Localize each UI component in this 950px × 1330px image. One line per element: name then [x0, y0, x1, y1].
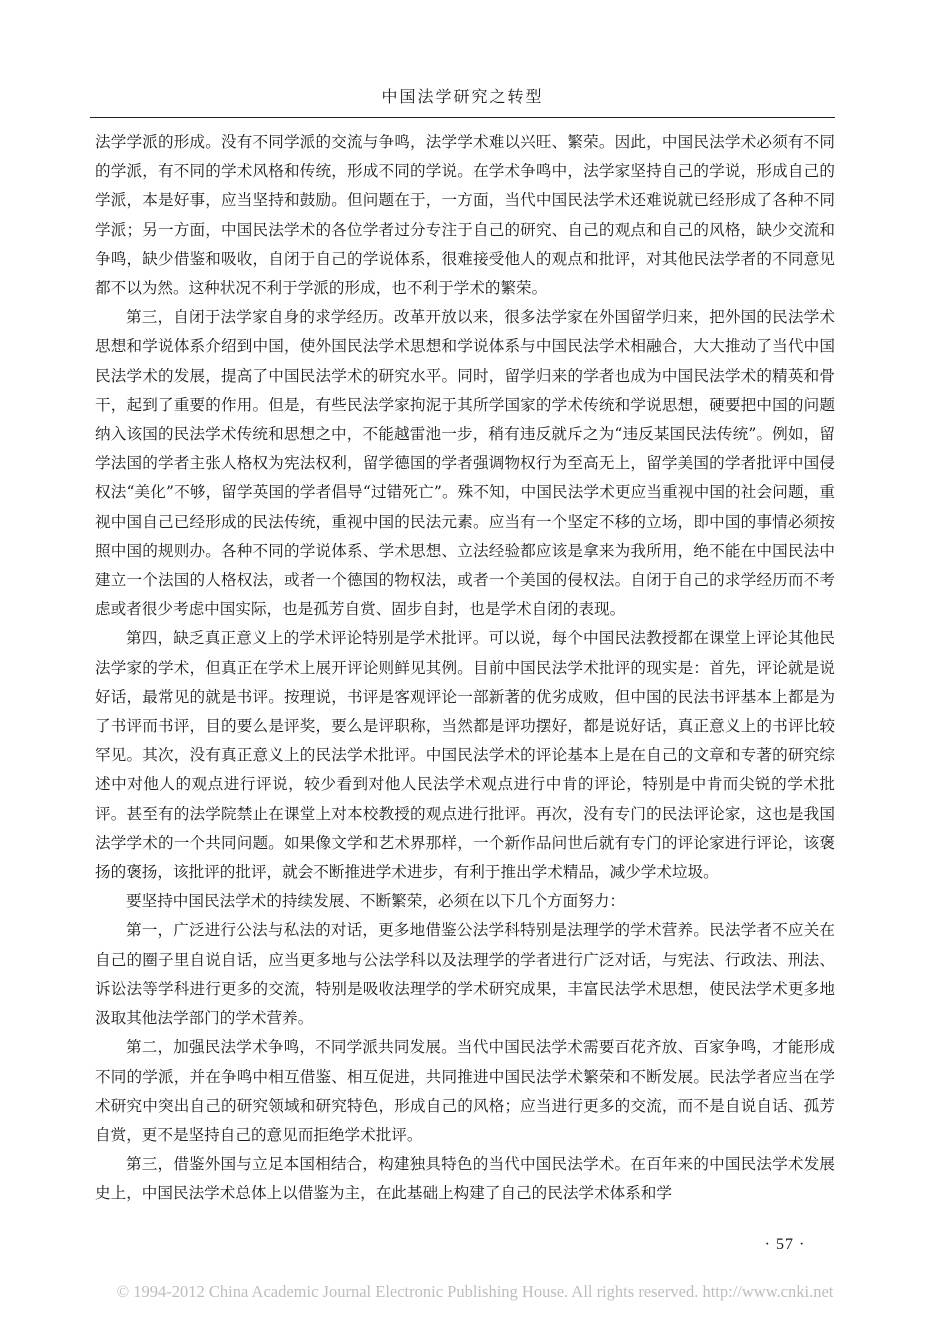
page-number: · 57 · — [764, 1236, 806, 1253]
article-body — [95, 128, 835, 1209]
paragraph-effort-third: 第三，借鉴外国与立足本国相结合，构建独具特色的当代中国民法学术。在百年来的中国民法学术发展史上，中国民法学术总体上以借鉴为主，在此基础上构建了自己的民法学术体系和学 — [95, 1155, 835, 1203]
paragraph-third-point: 第三，自闭于法学家自身的求学经历。改革开放以来，很多法学家在外国留学归来，把外国的民法学术思想和学说体系介绍到中国，使外国民法学术思想和学说体系与中国民法学术相融合，大大推动了当代中国民法学术的发展，提高了中国民法学术的研究水平。同时，留学归来的学者也成为中国民法学术的精英和骨干，起到了重要的作用。但是，有些民法学家拘泥于其所学国家的学术传统和学说思想，硬要把中国的问题纳入该国的民法学术传统和思想之中，不能越雷池一步，稍有违反就斥之为“违反某国民法传统”。例如，留学法国的学者主张人格权为宪法权利，留学德国的学者强调物权行为至高无上，留学美国的学者批评中国侵权法“美化”不够，留学英国的学者倡导“过错死亡”。殊不知，中国民法学术更应当重视中国的社会问题，重视中国自己已经形成的民法传统，重视中国的民法元素。应当有一个坚定不移的立场，即中国的事情必须按照中国的规则办。各种不同的学说体系、学术思想、立法经验都应该是拿来为我所用，绝不能在中国民法中建立一个法国的人格权法，或者一个德国的物权法，或者一个美国的侵权法。自闭于自己的求学经历而不考虑或者很少考虑中国实际，也是孤芳自赏、固步自封，也是学术自闭的表现。 — [95, 308, 835, 619]
paragraph-continued: 法学学派的形成。没有不同学派的交流与争鸣，法学学术难以兴旺、繁荣。因此，中国民法学术必须有不同的学派，有不同的学术风格和传统，形成不同的学说。在学术争鸣中，法学家坚持自己的学说，形成自己的学派，本是好事，应当坚持和鼓励。但问题在于，一方面，当代中国民法学术还难说就已经形成了各种不同学派；另一方面，中国民法学术的各位学者过分专注于自己的研究、自己的观点和自己的风格，缺少交流和争鸣，缺少借鉴和吸收，自闭于自己的学说体系，很难接受他人的观点和批评，对其他民法学者的不同意见都不以为然。这种状况不利于学派的形成，也不利于学术的繁荣。 — [95, 133, 835, 298]
paragraph-effort-first: 第一，广泛进行公法与私法的对话，更多地借鉴公法学科特别是法理学的学术营养。民法学者不应关在自己的圈子里自说自话，应当更多地与公法学科以及法理学的学者进行广泛对话，与宪法、行政法、刑法、诉讼法等学科进行更多的交流，特别是吸收法理学的学术研究成果，丰富民法学术思想，使民法学术更多地汲取其他法学部门的学术营养。 — [95, 921, 835, 1028]
copyright-watermark: © 1994-2012 China Academic Journal Electronic Publishing House. All rights reserved. http://www.cnki.net — [116, 1282, 834, 1301]
paragraph-fourth-point: 第四，缺乏真正意义上的学术评论特别是学术批评。可以说，每个中国民法教授都在课堂上评论其他民法学家的学术，但真正在学术上展开评论则鲜见其例。目前中国民法学术批评的现实是：首先，评论就是说好话，最常见的就是书评。按理说，书评是客观评论一部新著的优劣成败，但中国的民法书评基本上都是为了书评而书评，目的要么是评奖，要么是评职称，当然都是评功摆好，都是说好话，真正意义上的书评比较罕见。其次，没有真正意义上的民法学术批评。中国民法学术的评论基本上是在自己的文章和专著的研究综述中对他人的观点进行评说，较少看到对他人民法学术观点进行中肯的评论，特别是中肯而尖锐的学术批评。甚至有的法学院禁止在课堂上对本校教授的观点进行批评。再次，没有专门的民法评论家，这也是我国法学学术的一个共同问题。如果像文学和艺术界那样，一个新作品问世后就有专门的评论家进行评论，该褒扬的褒扬，该批评的批评，就会不断推进学术进步，有利于推出学术精品，减少学术垃圾。 — [95, 629, 835, 882]
paragraph-effort-second: 第二，加强民法学术争鸣，不同学派共同发展。当代中国民法学术需要百花齐放、百家争鸣，才能形成不同的学派，并在争鸣中相互借鉴、相互促进，共同推进中国民法学术繁荣和不断发展。民法学者应当在学术研究中突出自己的研究领域和研究特色，形成自己的风格；应当进行更多的交流，而不是自说自话、孤芳自赏，更不是坚持自己的意见而拒绝学术批评。 — [95, 1038, 835, 1144]
paragraph-efforts-intro: 要坚持中国民法学术的持续发展、不断繁荣，必须在以下几个方面努力： — [126, 892, 626, 911]
header-rule — [90, 117, 835, 118]
running-header: 中国法学研究之转型 — [381, 87, 544, 106]
